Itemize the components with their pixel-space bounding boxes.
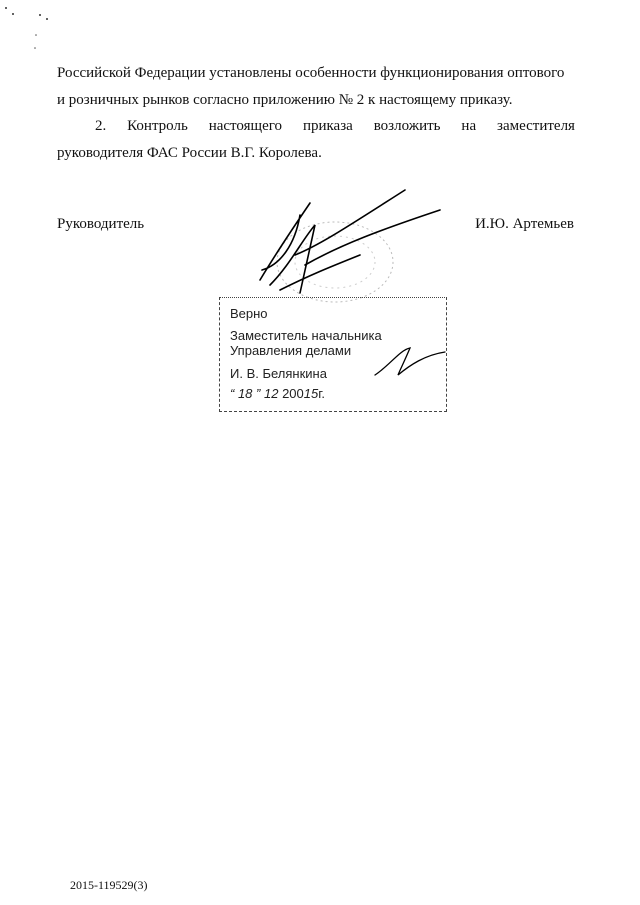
paragraph-2 xyxy=(57,113,575,167)
signer-title: Руководитель xyxy=(57,216,145,232)
director-signature xyxy=(240,185,450,315)
paragraph-1-line-1-text: Российской Федерации установлены особенности функционирования оптового xyxy=(57,65,565,81)
stamp-line-position: Заместитель начальника xyxy=(230,328,382,343)
footer-document-code: 2015-119529(3) xyxy=(70,878,148,892)
scan-specks xyxy=(0,0,60,60)
paragraph-1-line-1 xyxy=(57,60,575,87)
stamp-line-certified: Верно xyxy=(230,306,268,321)
paragraph-1-line-2: и розничных рынков согласно приложению № 2 к настоящему приказу. xyxy=(57,92,513,108)
word: возложить xyxy=(373,118,441,134)
stamp-date-month: 12 xyxy=(263,386,279,401)
word: настоящего xyxy=(208,118,283,134)
paragraph-2-line-1 xyxy=(57,113,575,140)
word: заместителя xyxy=(497,118,575,134)
stamp-date-day: 18 xyxy=(237,386,253,401)
signer-name: И.Ю. Артемьев xyxy=(475,216,574,232)
stamp-date: “ 18 ” 12 20015г. xyxy=(230,386,326,401)
stamp-date-year-hand: 15 xyxy=(303,386,319,401)
stamp-date-suffix: г. xyxy=(318,386,326,401)
word: на xyxy=(461,118,477,134)
stamp-signature xyxy=(370,340,450,380)
paragraph-1 xyxy=(57,60,575,114)
stamp-date-year-prefix: 200 xyxy=(282,386,304,401)
stamp-line-name: И. В. Белянкина xyxy=(230,366,327,381)
word: Контроль xyxy=(127,118,188,134)
paragraph-2-line-2: руководителя ФАС России В.Г. Королева. xyxy=(57,145,322,161)
stamp-line-department: Управления делами xyxy=(230,343,352,358)
word: приказа xyxy=(302,118,353,134)
item-number: 2. xyxy=(95,118,107,134)
